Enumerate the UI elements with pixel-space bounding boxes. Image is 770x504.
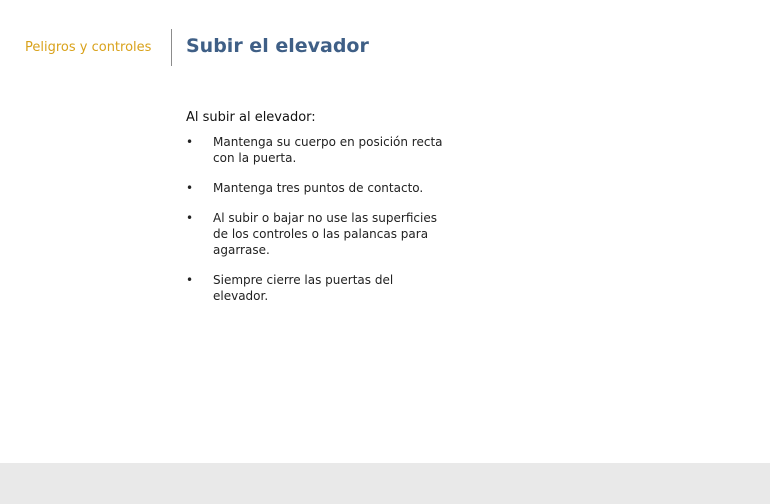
list-item xyxy=(186,272,446,304)
bullet-icon: • xyxy=(186,181,194,195)
section-label: Peligros y controles xyxy=(25,40,152,55)
bullet-list xyxy=(186,134,446,318)
list-item-text: Siempre cierre las puertas del elevador. xyxy=(213,273,394,303)
bullet-icon: • xyxy=(186,211,194,225)
list-item xyxy=(186,210,446,258)
list-item-text: Al subir o bajar no use las superficies de los controles o las palancas para agarrase. xyxy=(213,211,437,257)
list-item xyxy=(186,134,446,166)
list-item xyxy=(186,180,446,196)
bullet-icon: • xyxy=(186,135,194,149)
list-item-text: Mantenga su cuerpo en posición recta con la puerta. xyxy=(213,135,443,165)
intro-text: Al subir al elevador: xyxy=(186,110,316,125)
header-divider xyxy=(171,29,172,66)
slide-title: Subir el elevador xyxy=(186,35,369,57)
bullet-icon: • xyxy=(186,273,194,287)
footer-bar xyxy=(0,463,770,504)
list-item-text: Mantenga tres puntos de contacto. xyxy=(213,181,424,195)
